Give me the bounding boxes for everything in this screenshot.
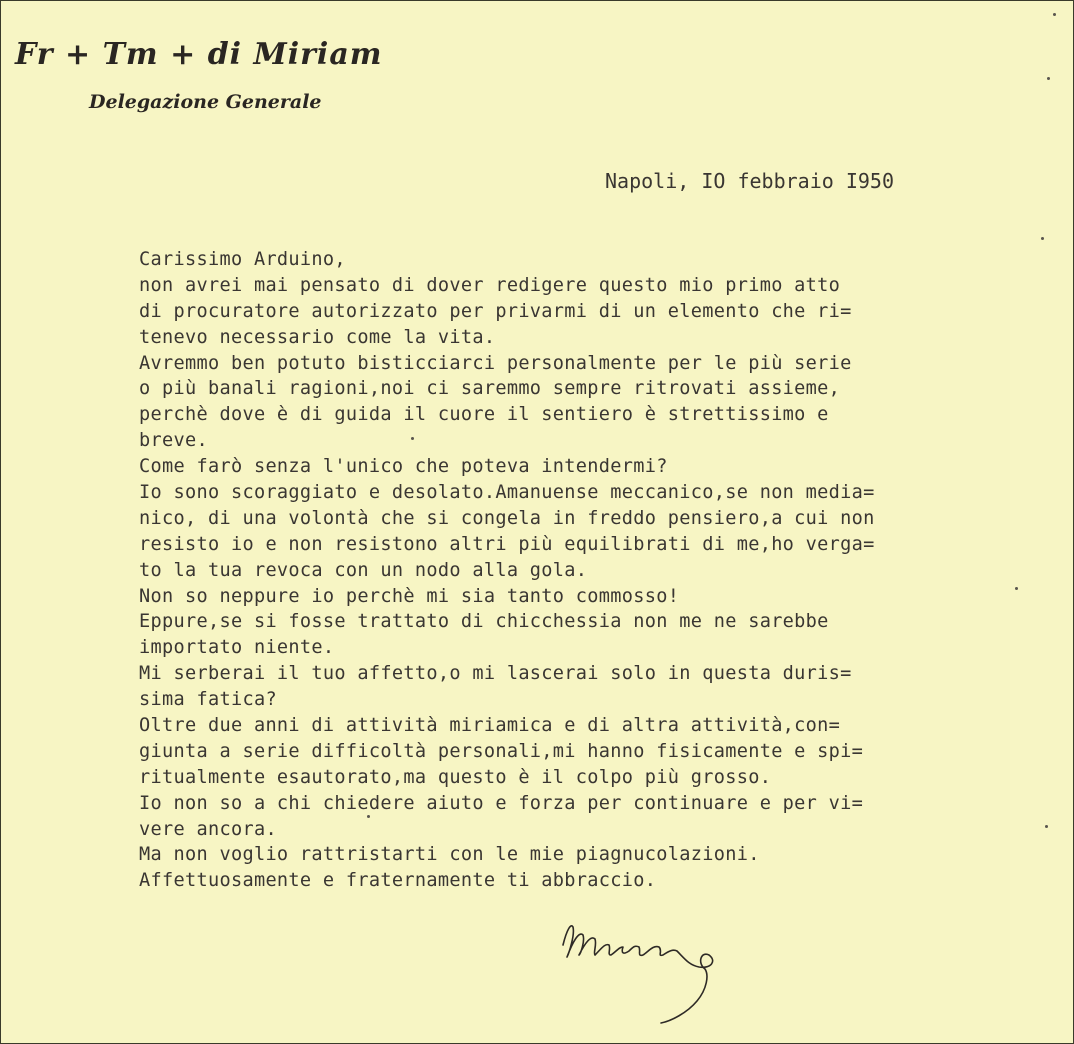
letter-line: breve. <box>139 430 208 452</box>
letter-line: Io sono scoraggiato e desolato.Amanuense meccanico,se non media= <box>139 482 875 504</box>
letter-line: Eppure,se si fosse trattato di chicchessia non me ne sarebbe <box>139 611 829 633</box>
letter-line: Mi serberai il tuo affetto,o mi lascerai solo in questa duris= <box>139 663 852 685</box>
letter-line: ritualmente esautorato,ma questo è il colpo più grosso. <box>139 766 772 788</box>
letter-date: Napoli, IO febbraio I950 <box>605 169 894 193</box>
letter-line: perchè dove è di guida il cuore il sentiero è strettissimo e <box>139 404 829 426</box>
letter-line: di procuratore autorizzato per privarmi di un elemento che ri= <box>139 300 852 322</box>
letter-line: Affettuosamente e fraternamente ti abbraccio. <box>139 870 657 892</box>
letter-body <box>139 247 1039 894</box>
letter-line: sima fatica? <box>139 689 277 711</box>
letter-line: resisto io e non resistono altri più equilibrati di me,ho verga= <box>139 533 875 555</box>
letter-line: tenevo necessario come la vita. <box>139 326 496 348</box>
letter-line: nico, di una volontà che si congela in freddo pensiero,a cui non <box>139 507 875 529</box>
letter-line: Io non so a chi chiedere aiuto e forza per continuare e per vi= <box>139 792 864 814</box>
paper-speck <box>1045 825 1048 828</box>
letter-line: Ma non voglio rattristarti con le mie piagnucolazioni. <box>139 844 760 866</box>
letter-line: o più banali ragioni,noi ci saremmo sempre ritrovati assieme, <box>139 378 841 400</box>
letterhead-title: Fr + Tm + di Miriam <box>15 37 383 72</box>
paper-speck <box>1041 237 1044 240</box>
letter-line: non avrei mai pensato di dover redigere questo mio primo atto <box>139 274 841 296</box>
letter-line: Carissimo Arduino, <box>139 249 346 270</box>
paper-speck <box>367 815 370 818</box>
paper-speck <box>411 437 414 440</box>
letterhead-subtitle: Delegazione Generale <box>89 91 322 113</box>
letter-line: Oltre due anni di attività miriamica e di altra attività,con= <box>139 715 841 737</box>
letter-line: Non so neppure io perchè mi sia tanto commosso! <box>139 585 680 607</box>
letter-line: Come farò senza l'unico che poteva intendermi? <box>139 456 668 478</box>
letter-line: Avremmo ben potuto bisticciarci personalmente per le più serie <box>139 352 852 374</box>
letter-line: importato niente. <box>139 637 335 659</box>
letter-line: vere ancora. <box>139 818 277 840</box>
paper-speck <box>1047 77 1050 80</box>
paper-speck <box>1053 13 1056 16</box>
letter-line: to la tua revoca con un nodo alla gola. <box>139 559 588 581</box>
letter-line: giunta a serie difficoltà personali,mi hanno fisicamente e spi= <box>139 740 864 762</box>
paper-speck <box>1015 587 1018 590</box>
handwritten-signature <box>549 905 729 1025</box>
